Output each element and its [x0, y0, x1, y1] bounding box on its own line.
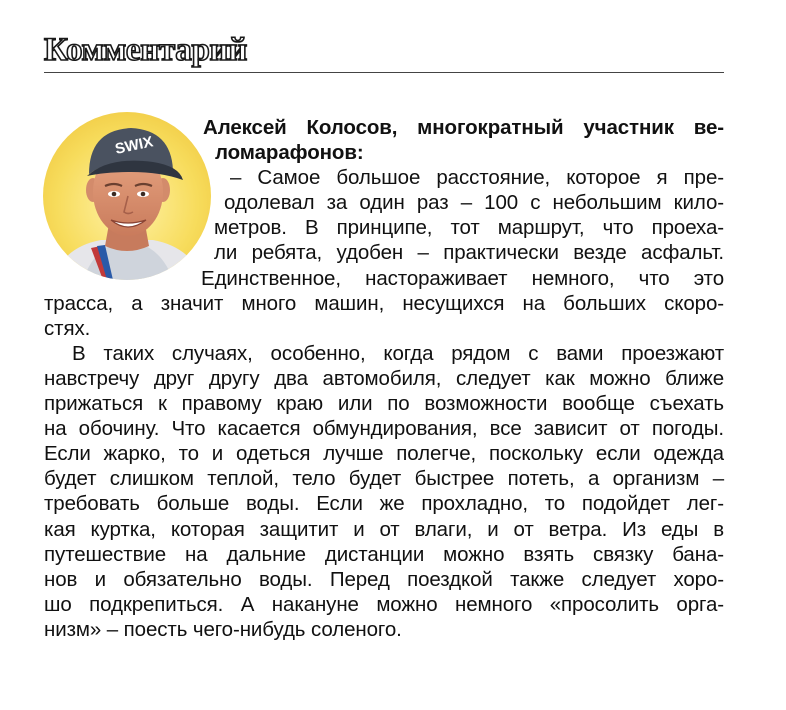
text-line: В таких случаях, особенно, когда рядом с вами проезжают: [72, 341, 724, 365]
text-line: метров. В принципе, тот маршрут, что проеха-: [214, 216, 724, 240]
text-line: одолевал за один раз – 100 с небольшим кило-: [224, 191, 724, 215]
author-line: ломарафонов:: [215, 141, 364, 165]
text-line: шо подкрепиться. А накануне можно немного «просолить орга-: [44, 592, 724, 616]
section-heading: Комментарий: [44, 32, 247, 68]
text-line: навстречу друг другу два автомобиля, следует как можно ближе: [44, 366, 724, 390]
text-line: Единственное, настораживает немного, что это: [201, 266, 724, 290]
text-line: трасса, а значит много машин, несущихся на больших скоро-: [44, 291, 724, 315]
text-line: низм» – поесть чего-нибудь соленого.: [44, 617, 402, 641]
text-line: ли ребята, удобен – практически везде асфальт.: [214, 241, 724, 265]
text-line: прижаться к правому краю или по возможности вообще съехать: [44, 392, 724, 416]
comment-text: [44, 115, 724, 642]
text-line: – Самое большое расстояние, которое я пре-: [230, 166, 724, 190]
author-line: Алексей Колосов, многократный участник ве-: [203, 116, 724, 139]
text-line: на обочину. Что касается обмундирования, все зависит от погоды.: [44, 417, 724, 441]
text-line: путешествие на дальние дистанции можно взять связку бана-: [44, 542, 724, 566]
text-line: Если жарко, то и одеться лучше полегче, поскольку если одежда: [44, 442, 724, 466]
cap-logo: SWIX: [113, 133, 155, 158]
text-line: требовать больше воды. Если же прохладно, то подойдет лег-: [44, 492, 724, 516]
text-line: будет слишком теплой, тело будет быстрее потеть, а организм –: [44, 467, 724, 491]
text-line: кая куртка, которая защитит и от влаги, и от ветра. Из еды в: [44, 517, 724, 541]
text-line: стях.: [44, 316, 91, 340]
heading-divider: [44, 72, 724, 73]
text-line: нов и обязательно воды. Перед поездкой также следует хоро-: [44, 567, 724, 591]
